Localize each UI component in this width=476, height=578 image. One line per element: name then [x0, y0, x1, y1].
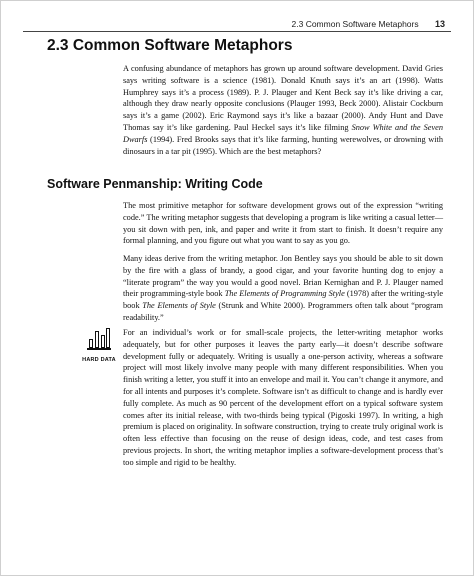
running-head [292, 19, 445, 29]
header-rule [23, 31, 451, 32]
ideas-italic-2: The Elements of Style [142, 301, 216, 311]
ideas-text-2: (1978) after the writing-style book [123, 289, 443, 311]
ideas-text-3: (Strunk and White 2000). Programmers often talk about “program readability.” [123, 301, 443, 322]
intro-italic-title: Snow White and the Seven Dwarfs [123, 122, 443, 144]
letter-writing-paragraph: For an individual’s work or for small-scale projects, the letter-writing metaphor works adequately, but for other purposes it leaves the party early—it doesn’t describe software development fully or adequately. Writing is usually a one-person activity, whereas a software project will most likely involve many people with many different responsibilities. When you finish writing a letter, you stuff it into an envelope and mail it. You can’t change it anymore, and for all intents and purposes it’s complete. Software isn’t as difficult to change and is hardly ever fully complete. As much as 90 percent of the development effort on a typical software system comes after its initial release, with two-thirds being typical (Pigoski 1997). In writing, a high premium is placed on originality. In software construction, trying to create truly original work is often less effective than focusing on the reuse of design ideas, code, and test cases from previous projects. In short, the writing metaphor implies a software-development process that’s too simple and rigid to be healthy. [123, 328, 443, 467]
running-head-section: 2.3 Common Software Metaphors [291, 19, 419, 29]
bar-chart-icon [86, 327, 112, 351]
intro-text-2: (1994). Fred Brooks says that it’s like farming, hunting werewolves, or drowning with dinosaurs in a tar pit (1995). Which are the best metaphors? [123, 134, 443, 156]
hard-data-label: HARD DATA [82, 357, 116, 363]
hard-data-margin-icon [79, 327, 119, 363]
intro-paragraph [123, 63, 443, 157]
writing-ideas-paragraph [123, 253, 443, 324]
subsection-title: Software Penmanship: Writing Code [47, 177, 263, 191]
ideas-italic-1: The Elements of Programming Style [224, 289, 345, 299]
writing-metaphor-paragraph: The most primitive metaphor for software development grows out of the expression “writing code.” The writing metaphor suggests that developing a program is like writing a casual letter—you sit down with pen, ink, and paper and write it from start to finish. It doesn’t require any formal planning, and you figure out what you want to say as you go. [123, 201, 443, 246]
section-title: 2.3 Common Software Metaphors [47, 37, 293, 54]
intro-text-1: A confusing abundance of metaphors has grown up around software development. David Gries says writing software is a science (1981). Donald Knuth says it’s an art (1998). Watts Humphrey says it’s a process (1989). P. J. Plauger and Kent Beck say it’s like driving a car, although they draw nearly opposite conclusions (Plauger 1993, Beck 2000). Alistair Cockburn says it’s a game (2002). Eric Raymond says it’s like a bazaar (2000). Andy Hunt and Dave Thomas say it’s like gardening. Paul Heckel says it’s like filming [123, 64, 443, 132]
page-number: 13 [434, 19, 445, 29]
ideas-text-1: Many ideas derive from the writing metaphor. Jon Bentley says you should be able to sit down by the fire with a glass of brandy, a good cigar, and your favorite hunting dog to enjoy a “literate program” the way you would a good novel. Brian Kernighan and P. J. Plauger named their programming-style book [123, 254, 443, 299]
